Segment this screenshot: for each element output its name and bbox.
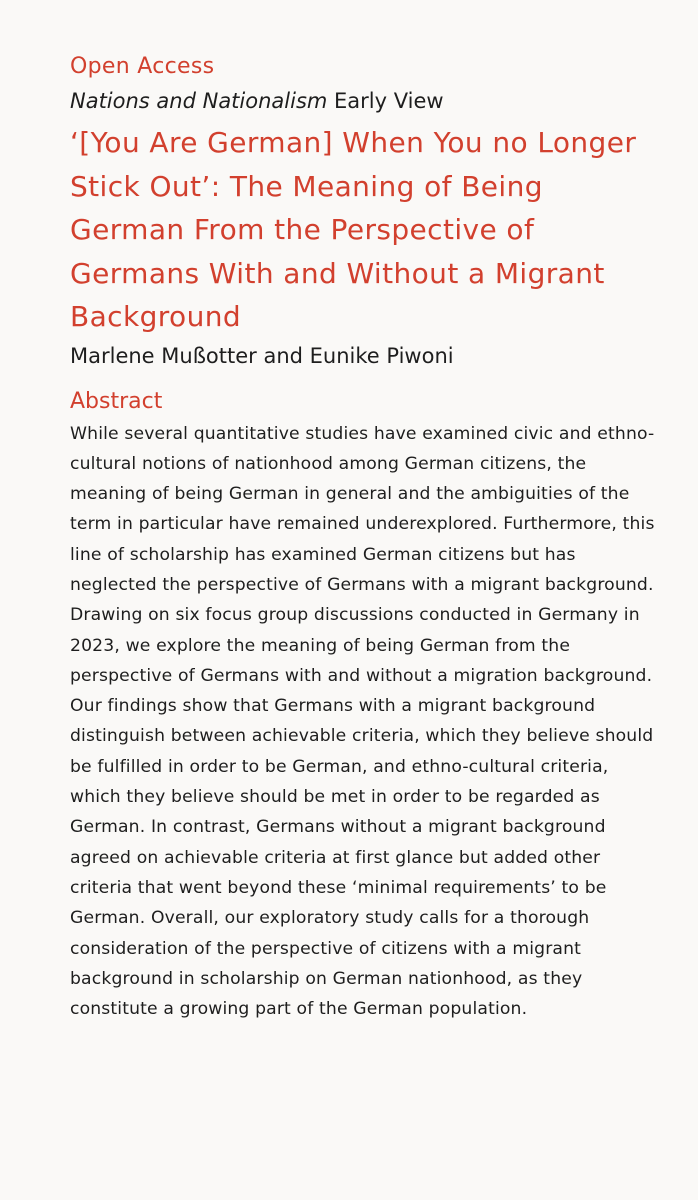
journal-status: Early View (334, 89, 444, 113)
article-authors: Marlene Mußotter and Eunike Piwoni (70, 343, 454, 368)
article-title[interactable]: ‘[You Are German] When You no Longer Stick Out’: The Meaning of Being German From the Perspective of Germans With and Without a Migrant Background (70, 126, 637, 333)
open-access-label: Open Access (70, 54, 215, 79)
abstract-text: While several quantitative studies have examined civic and ethno-cultural notions of nationhood among German citizens, the meaning of being German in general and the ambiguities of the term in particular have remained underexplored. Furthermore, this line of scholarship has examined German citizens but has neglected the perspective of Germans with a migrant background. Drawing on six focus group discussions conducted in Germany in 2023, we explore the meaning of being German from the perspective of Germans with and without a migration background. Our findings show that Germans with a migrant background distinguish between achievable criteria, which they believe should be fulfilled in order to be German, and ethno-cultural criteria, which they believe should be met in order to be regarded as German. In contrast, Germans without a migrant background agreed on achievable criteria at first glance but added other criteria that went beyond these ‘minimal requirements’ to be German. Overall, our exploratory study calls for a thorough consideration of the perspective of citizens with a migrant background in scholarship on German nationhood, as they constitute a growing part of the German population. (70, 423, 655, 1020)
journal-name[interactable]: Nations and Nationalism (70, 89, 328, 113)
journal-line (70, 84, 658, 118)
abstract-heading: Abstract (70, 388, 163, 414)
